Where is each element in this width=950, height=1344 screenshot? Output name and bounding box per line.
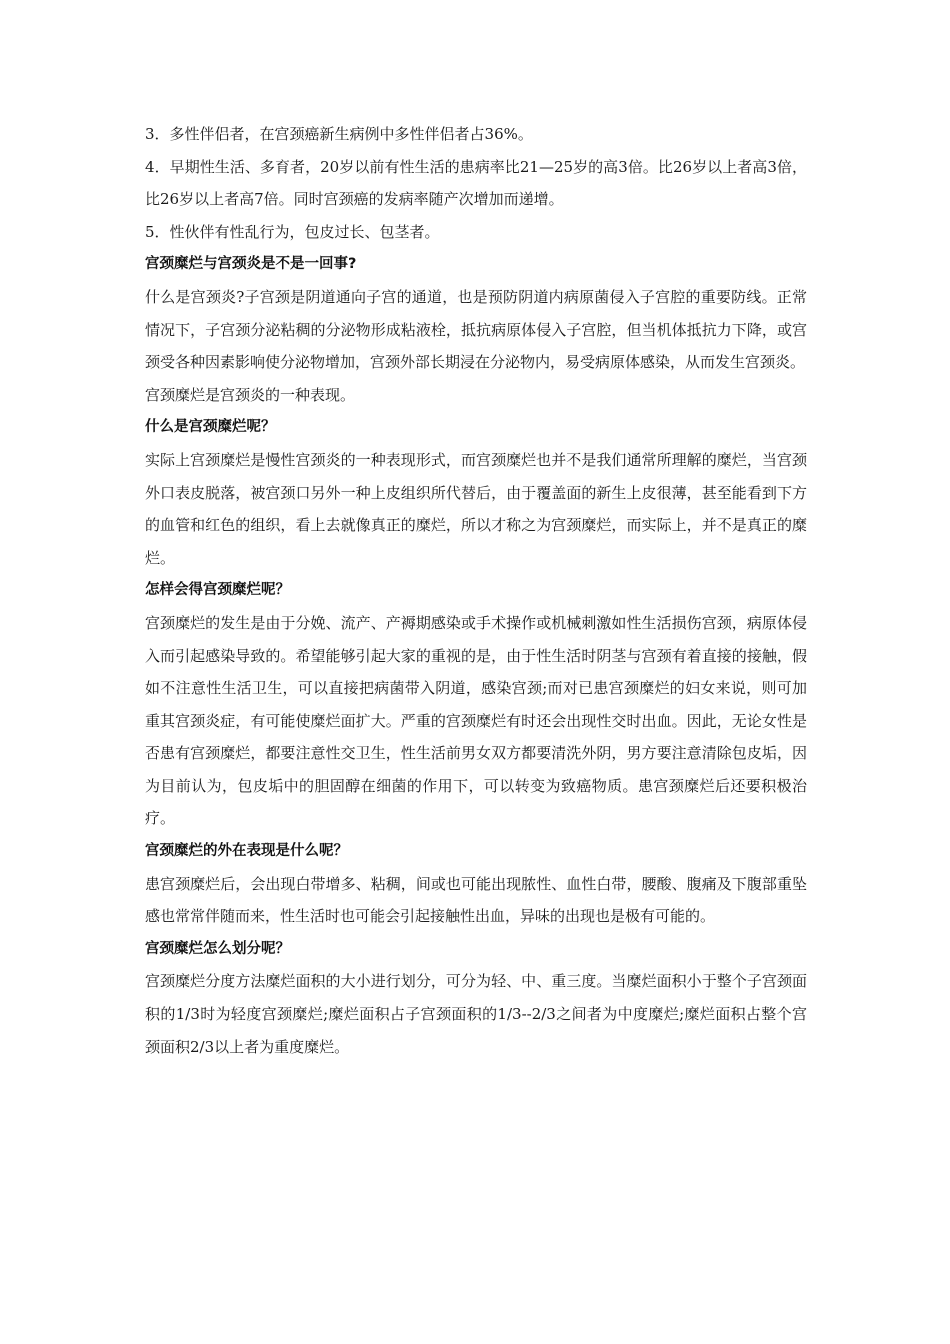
section-heading-causes: 怎样会得宫颈糜烂呢？ [145, 582, 290, 599]
document-body [145, 118, 807, 1063]
section-heading-symptoms: 宫颈糜烂的外在表现是什么呢？ [145, 843, 348, 860]
paragraph-symptoms: 患宫颈糜烂后，会出现白带增多、粘稠，间或也可能出现脓性、血性白带，腰酸、腹痛及下腹部重坠感也常常伴随而来，性生活时也可能会引起接触性出血，异味的出现也是极有可能的。 [145, 874, 807, 926]
section-heading-what-is-erosion: 什么是宫颈糜烂呢？ [145, 419, 276, 436]
paragraph-what-is-erosion: 实际上宫颈糜烂是慢性宫颈炎的一种表现形式，而宫颈糜烂也并不是我们通常所理解的糜烂，当宫颈外口表皮脱落，被宫颈口另外一种上皮组织所代替后，由于覆盖面的新生上皮很薄，甚至能看到下方的血管和红色的组织，看上去就像真正的糜烂，所以才称之为宫颈糜烂，而实际上，并不是真正的糜烂。 [145, 450, 807, 567]
list-item-risk-5: 5．性伙伴有性乱行为，包皮过长、包茎者。 [145, 222, 440, 241]
paragraph-what-is-cervicitis: 什么是宫颈炎?子宫颈是阴道通向子宫的通道，也是预防阴道内病原菌侵入子宫腔的重要防线。正常情况下，子宫颈分泌粘稠的分泌物形成粘液栓，抵抗病原体侵入子宫腔，但当机体抵抗力下降，或宫颈受各种因素影响使分泌物增加，宫颈外部长期浸在分泌物内，易受病原体感染，从而发生宫颈炎。 [145, 287, 807, 372]
list-item-risk-4: 4．早期性生活、多育者，20岁以前有性生活的患病率比21—25岁的高3倍。比26岁以上者高3倍，比26岁以上者高7倍。同时宫颈癌的发病率随产次增加而递增。 [145, 157, 807, 209]
section-heading-erosion-vs-cervicitis: 宫颈糜烂与宫颈炎是不是一回事? [145, 256, 357, 273]
paragraph-erosion-is-cervicitis: 宫颈糜烂是宫颈炎的一种表现。 [145, 385, 356, 404]
paragraph-classification: 宫颈糜烂分度方法糜烂面积的大小进行划分，可分为轻、中、重三度。当糜烂面积小于整个子宫颈面积的1/3时为轻度宫颈糜烂;糜烂面积占子宫颈面积的1/3--2/3之间者为中度糜烂;糜烂面积占整个宫颈面积2/3以上者为重度糜烂。 [145, 972, 807, 1056]
section-heading-classification: 宫颈糜烂怎么划分呢？ [145, 940, 290, 957]
list-item-risk-3: 3．多性伴侣者，在宫颈癌新生病例中多性伴侣者占36%。 [145, 125, 533, 143]
paragraph-causes: 宫颈糜烂的发生是由于分娩、流产、产褥期感染或手术操作或机械刺激如性生活损伤宫颈，病原体侵入而引起感染导致的。希望能够引起大家的重视的是，由于性生活时阴茎与宫颈有着直接的接触，假如不注意性生活卫生，可以直接把病菌带入阴道，感染宫颈;而对已患宫颈糜烂的妇女来说，则可加重其宫颈炎症，有可能使糜烂面扩大。严重的宫颈糜烂有时还会出现性交时出血。因此，无论女性是否患有宫颈糜烂，都要注意性交卫生，性生活前男女双方都要清洗外阴，男方要注意清除包皮垢，因为目前认为，包皮垢中的胆固醇在细菌的作用下，可以转变为致癌物质。患宫颈糜烂后还要积极治疗。 [145, 613, 807, 828]
